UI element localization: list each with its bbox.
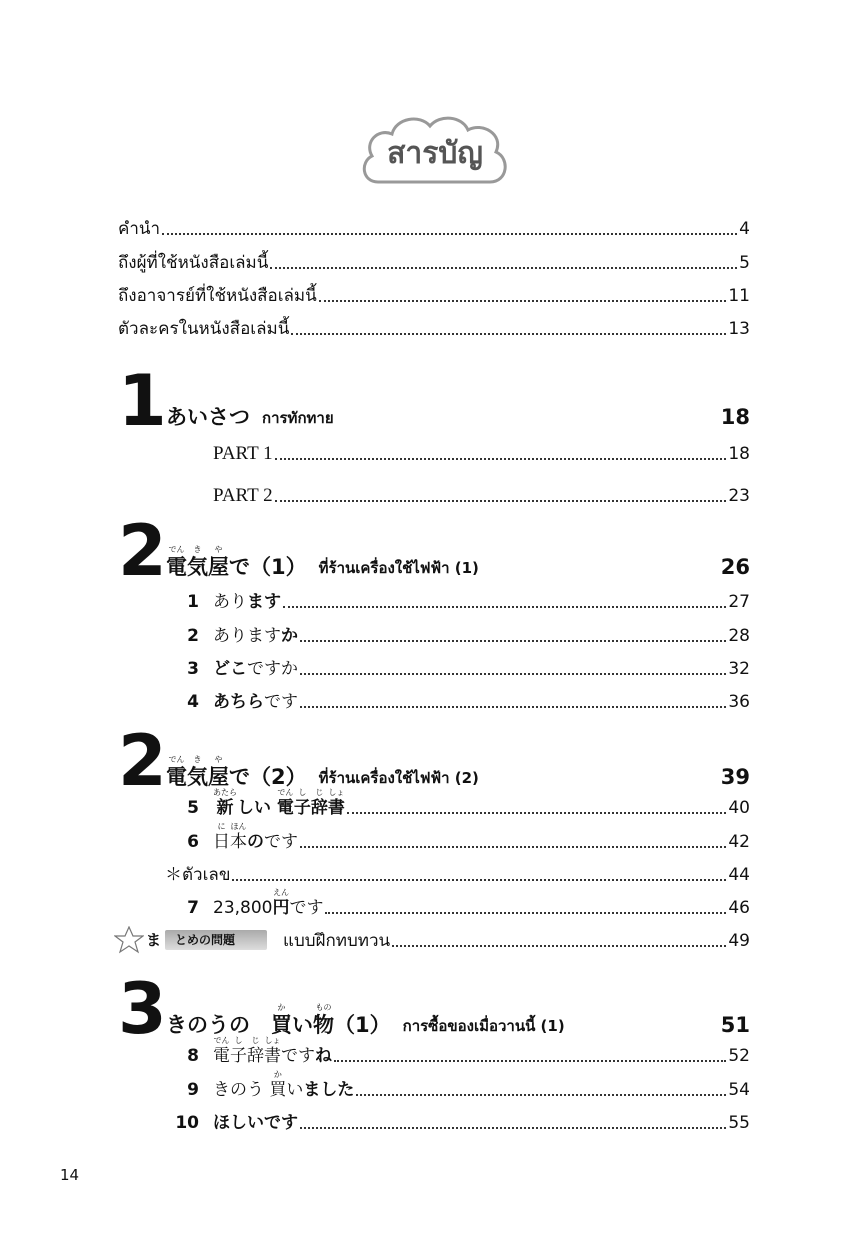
dot-leader	[300, 640, 726, 642]
dot-leader	[319, 300, 727, 302]
item-number: 1	[187, 592, 199, 612]
furigana-reading: や	[214, 545, 223, 554]
text-segment: ました	[303, 1080, 355, 1100]
toc-entry[interactable]	[118, 864, 750, 886]
item-number: 5	[187, 798, 199, 818]
furigana-reading: ほん	[230, 822, 247, 831]
toc-entry[interactable]	[118, 318, 750, 340]
chapter-number: 1	[118, 360, 163, 442]
furigana-base: 辞	[247, 1046, 264, 1066]
furigana-base: 子	[293, 798, 311, 818]
entry-page-number: 42	[728, 832, 750, 852]
text-segment: ます	[247, 592, 281, 612]
entry-label	[171, 691, 298, 713]
text-segment: きのうの	[166, 1013, 271, 1037]
text-segment: い	[292, 1013, 313, 1037]
toc-entry[interactable]	[118, 252, 750, 274]
furigana-word	[247, 1036, 264, 1067]
furigana-base: 書	[264, 1046, 281, 1066]
dot-leader	[356, 1094, 726, 1096]
dot-leader	[300, 846, 726, 848]
entry-text: ＊ตัวเลข	[165, 865, 231, 885]
furigana-reading: か	[273, 1070, 282, 1079]
furigana-word	[187, 755, 208, 790]
entry-page-number: 13	[728, 319, 750, 339]
entry-text: คำนำ	[118, 219, 161, 239]
dot-leader	[275, 500, 727, 502]
dot-leader	[300, 1127, 726, 1129]
text-segment: あり	[213, 592, 247, 612]
furigana-reading: えん	[272, 888, 289, 897]
furigana-base: 買	[271, 1013, 292, 1037]
chapter-heading	[118, 510, 750, 592]
furigana-word	[264, 1036, 281, 1067]
text-segment: ほしいです	[213, 1113, 298, 1133]
furigana-reading: き	[193, 545, 202, 554]
entry-page-number: 55	[728, 1113, 750, 1133]
toc-entry[interactable]	[118, 691, 750, 713]
entry-page-number: 23	[728, 486, 750, 506]
entry-text: แบบฝึกทบทวน	[283, 931, 391, 951]
toc-entry[interactable]	[118, 443, 750, 465]
entry-page-number: 27	[728, 592, 750, 612]
text-segment: あいさつ	[166, 405, 250, 429]
furigana-word	[230, 1036, 247, 1067]
text-segment: ですか	[247, 659, 298, 679]
chapter-title-japanese	[166, 1003, 391, 1038]
entry-label	[165, 864, 230, 886]
furigana-reading: じ	[251, 1036, 260, 1045]
furigana-word	[327, 788, 345, 819]
toc-entry[interactable]	[118, 218, 750, 240]
text-segment: い	[286, 1080, 304, 1100]
chapter-page-number: 51	[720, 1013, 750, 1037]
furigana-word	[213, 822, 230, 853]
chapter-title-thai: การซื้อของเมื่อวานนี้ (1)	[402, 1017, 565, 1035]
text-segment: で（2）	[229, 765, 307, 789]
badge-label: とめの問題	[165, 930, 267, 950]
toc-entry[interactable]	[118, 788, 750, 819]
entry-page-number: 54	[728, 1080, 750, 1100]
chapter-title-japanese	[166, 545, 307, 580]
dot-leader	[334, 1060, 726, 1062]
furigana-base: 円	[272, 898, 290, 918]
text-segment: です	[264, 832, 298, 852]
furigana-word	[166, 545, 187, 580]
chapter-heading	[118, 360, 750, 442]
chapter-page-number: 39	[720, 765, 750, 789]
toc-entry[interactable]	[118, 485, 750, 507]
page-number: 14	[60, 1166, 80, 1184]
chapter-title-thai: ที่ร้านเครื่องใช้ไฟฟ้า (2)	[318, 769, 479, 787]
entry-label	[213, 485, 273, 507]
entry-page-number: 28	[728, 626, 750, 646]
furigana-reading: でん	[277, 788, 294, 797]
dot-leader	[300, 706, 726, 708]
furigana-word	[293, 788, 311, 819]
chapter-title-thai: ที่ร้านเครื่องใช้ไฟฟ้า (1)	[318, 559, 479, 577]
entry-page-number: 4	[739, 219, 750, 239]
furigana-base: 子	[230, 1046, 247, 1066]
item-number: 4	[187, 692, 199, 712]
furigana-reading: に	[217, 822, 226, 831]
furigana-word	[276, 788, 294, 819]
entry-page-number: 49	[728, 931, 750, 951]
chapter-number: 3	[118, 968, 163, 1050]
entry-page-number: 18	[728, 444, 750, 464]
furigana-reading: でん	[168, 545, 185, 554]
furigana-reading: し	[298, 788, 307, 797]
furigana-base: 買	[269, 1080, 287, 1100]
furigana-word	[208, 545, 229, 580]
furigana-base: 本	[230, 832, 247, 852]
dot-leader	[392, 945, 726, 947]
entry-text: ถึงผู้ที่ใช้หนังสือเล่มนี้	[118, 253, 269, 273]
text-segment: ね	[315, 1046, 332, 1066]
entry-label	[171, 822, 298, 853]
entry-label	[171, 888, 324, 919]
furigana-word	[310, 788, 328, 819]
entry-page-number: 32	[728, 659, 750, 679]
text-segment: しい	[237, 798, 277, 818]
toc-entry[interactable]	[118, 888, 750, 919]
text-segment: です	[264, 692, 298, 712]
furigana-reading: しょ	[264, 1036, 281, 1045]
entry-label	[171, 1112, 298, 1134]
furigana-word	[230, 822, 247, 853]
text-segment: です	[281, 1046, 315, 1066]
toc-entry[interactable]	[118, 1036, 750, 1067]
toc-entry[interactable]	[118, 591, 750, 613]
toc-entry[interactable]	[118, 930, 750, 952]
entry-label	[171, 1036, 332, 1067]
furigana-base: 電	[166, 555, 187, 579]
dot-leader	[270, 267, 737, 269]
furigana-reading: でん	[168, 755, 185, 764]
dot-leader	[291, 333, 726, 335]
furigana-base: 気	[187, 765, 208, 789]
furigana-reading: や	[214, 755, 223, 764]
dot-leader	[232, 879, 726, 881]
dot-leader	[283, 606, 726, 608]
toc-entry[interactable]	[118, 1070, 750, 1101]
entry-label	[118, 318, 289, 340]
chapter-page-number: 18	[720, 405, 750, 429]
page-title: สารบัญ	[387, 136, 483, 171]
furigana-word	[271, 1003, 292, 1038]
furigana-reading: もの	[315, 1003, 332, 1012]
furigana-reading: し	[234, 1036, 243, 1045]
chapter-title-thai: การทักทาย	[262, 409, 334, 427]
text-segment: です	[289, 898, 324, 918]
furigana-reading: あたら	[213, 788, 237, 797]
entry-label	[118, 218, 160, 240]
review-badge	[114, 928, 267, 952]
entry-label	[213, 443, 273, 465]
dot-leader	[162, 233, 737, 235]
chapter-page-number: 26	[720, 555, 750, 579]
entry-label	[171, 658, 298, 680]
furigana-reading: しょ	[328, 788, 345, 797]
furigana-base: 電	[213, 1046, 230, 1066]
furigana-word	[213, 788, 237, 819]
entry-label	[171, 788, 345, 819]
toc-entry[interactable]	[118, 1112, 750, 1134]
text-segment: きのう	[213, 1080, 270, 1100]
dot-leader	[347, 812, 726, 814]
text-segment: PART 1	[213, 443, 273, 464]
item-number: 6	[187, 832, 199, 852]
badge-star-letter: ま	[146, 931, 162, 949]
entry-page-number: 44	[728, 865, 750, 885]
furigana-word	[213, 1036, 230, 1067]
furigana-word	[208, 755, 229, 790]
entry-text: ถึงอาจารย์ที่ใช้หนังสือเล่มนี้	[118, 286, 317, 306]
furigana-word	[166, 755, 187, 790]
furigana-base: 物	[313, 1013, 334, 1037]
furigana-base: 日	[213, 832, 230, 852]
entry-page-number: 36	[728, 692, 750, 712]
item-number: 3	[187, 659, 199, 679]
entry-label	[171, 591, 281, 613]
star-icon	[114, 926, 144, 954]
entry-page-number: 52	[728, 1046, 750, 1066]
text-segment: あります	[213, 626, 281, 646]
furigana-base: 書	[327, 798, 345, 818]
toc-entry[interactable]	[118, 285, 750, 307]
entry-label	[118, 252, 268, 274]
furigana-word	[187, 545, 208, 580]
dot-leader	[325, 912, 726, 914]
text-segment: どこ	[213, 659, 247, 679]
furigana-reading: き	[193, 755, 202, 764]
furigana-reading: でん	[213, 1036, 230, 1045]
entry-page-number: 40	[728, 798, 750, 818]
text-segment: 23,800	[213, 898, 273, 918]
furigana-word	[313, 1003, 334, 1038]
item-number: 2	[187, 626, 199, 646]
text-segment: で（1）	[229, 555, 307, 579]
item-number: 9	[187, 1080, 199, 1100]
dot-leader	[300, 673, 726, 675]
chapter-number: 2	[118, 720, 163, 802]
chapter-number: 2	[118, 510, 163, 592]
entry-page-number: 11	[728, 286, 750, 306]
item-number: 7	[187, 898, 199, 918]
text-segment: あちら	[213, 692, 264, 712]
furigana-base: 電	[166, 765, 187, 789]
text-segment: か	[281, 626, 298, 646]
chapter-title-japanese	[166, 755, 307, 790]
toc-entry[interactable]	[118, 625, 750, 647]
chapter-title-japanese	[166, 404, 250, 430]
item-number: 8	[187, 1046, 199, 1066]
furigana-base: 電	[276, 798, 294, 818]
entry-label	[118, 928, 390, 952]
furigana-base: 屋	[208, 555, 229, 579]
dot-leader	[275, 458, 727, 460]
toc-entry[interactable]	[118, 822, 750, 853]
furigana-word	[269, 1070, 287, 1101]
entry-label	[171, 1070, 355, 1101]
text-segment: の	[247, 832, 264, 852]
toc-entry[interactable]	[118, 658, 750, 680]
furigana-base: 新	[216, 798, 234, 818]
entry-label	[118, 285, 317, 307]
text-segment: （1）	[334, 1013, 391, 1037]
furigana-reading: か	[277, 1003, 286, 1012]
entry-page-number: 46	[728, 898, 750, 918]
furigana-base: 屋	[208, 765, 229, 789]
entry-label	[171, 625, 298, 647]
furigana-base: 気	[187, 555, 208, 579]
text-segment: PART 2	[213, 485, 273, 506]
entry-page-number: 5	[739, 253, 750, 273]
item-number: 10	[175, 1113, 199, 1133]
furigana-base: 辞	[310, 798, 328, 818]
furigana-word	[272, 888, 290, 919]
furigana-reading: じ	[315, 788, 324, 797]
entry-text: ตัวละครในหนังสือเล่มนี้	[118, 319, 290, 339]
